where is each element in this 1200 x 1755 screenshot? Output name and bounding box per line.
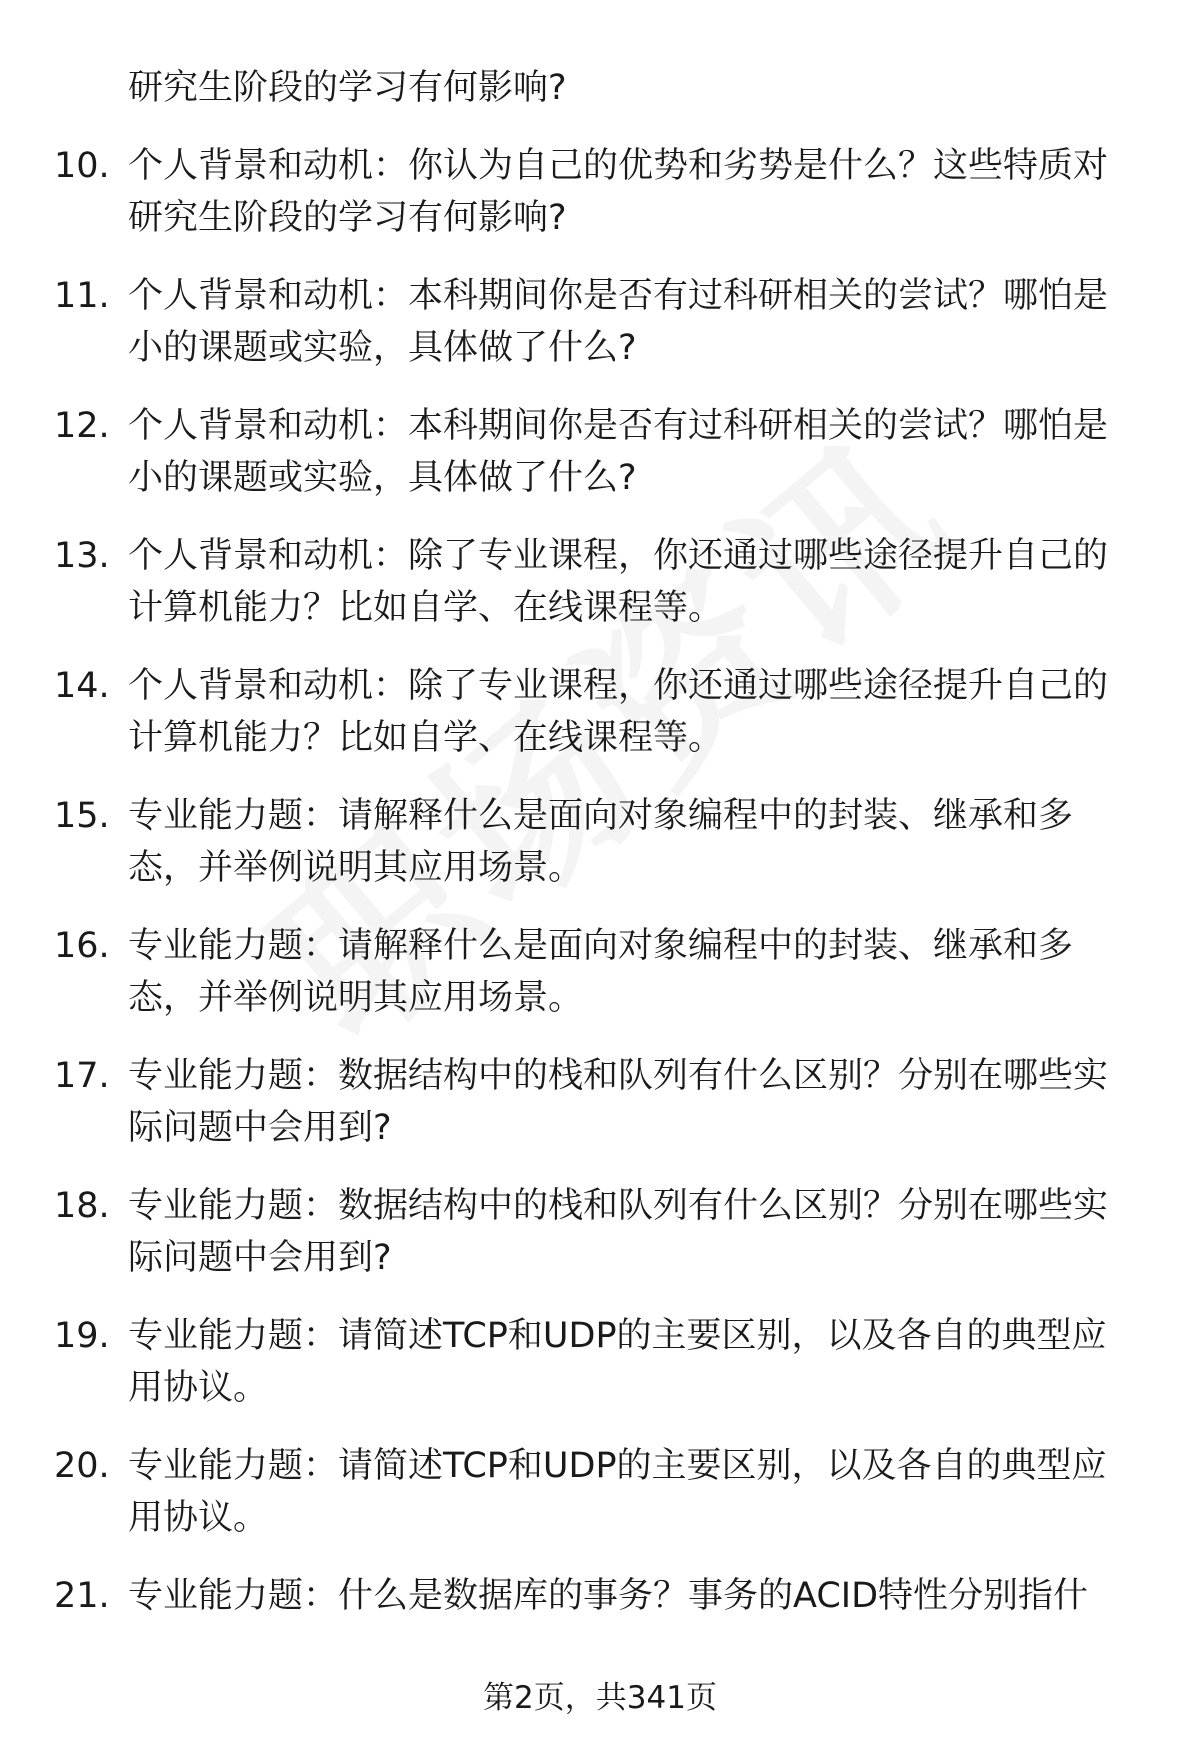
item-text-line: 小的课题或实验，具体做了什么? [128, 458, 637, 498]
item-number: 15. [54, 796, 110, 836]
item-number: 21. [54, 1576, 110, 1616]
item-text [128, 920, 1148, 1024]
list-item [0, 140, 1200, 270]
list-item [0, 270, 1200, 400]
item-text-line: 专业能力题：什么是数据库的事务？事务的ACID特性分别指什 [128, 1576, 1089, 1616]
list-item [0, 1050, 1200, 1180]
item-text [128, 1440, 1148, 1544]
item-text-line: 研究生阶段的学习有何影响? [128, 198, 567, 238]
item-text [128, 1310, 1148, 1414]
item-text [128, 1050, 1148, 1154]
item-text-line: 态，并举例说明其应用场景。 [128, 848, 584, 888]
item-number: 17. [54, 1056, 110, 1096]
list-item [0, 920, 1200, 1050]
item-text-line: 专业能力题：数据结构中的栈和队列有什么区别？分别在哪些实 [128, 1056, 1109, 1096]
item-text-line: 个人背景和动机：本科期间你是否有过科研相关的尝试？哪怕是 [128, 406, 1109, 446]
item-text [128, 660, 1148, 764]
item-text-line: 专业能力题：请解释什么是面向对象编程中的封装、继承和多 [128, 796, 1074, 836]
list-item [0, 400, 1200, 530]
item-text [128, 400, 1148, 504]
item-text-line: 个人背景和动机：你认为自己的优势和劣势是什么？这些特质对 [128, 146, 1109, 186]
item-text-line: 用协议。 [128, 1368, 269, 1408]
list-item [0, 1310, 1200, 1440]
list-item [0, 1440, 1200, 1570]
item-text-line: 计算机能力？比如自学、在线课程等。 [128, 718, 724, 758]
item-number: 19. [54, 1316, 110, 1356]
item-text-line: 小的课题或实验，具体做了什么? [128, 328, 637, 368]
question-list [0, 140, 1200, 1700]
item-text-line: 专业能力题：请解释什么是面向对象编程中的封装、继承和多 [128, 926, 1074, 966]
list-item [0, 530, 1200, 660]
item-text [128, 1570, 1148, 1622]
item-text-line: 计算机能力？比如自学、在线课程等。 [128, 588, 724, 628]
continuation-line: 研究生阶段的学习有何影响? [128, 68, 567, 108]
item-text-line: 个人背景和动机：除了专业课程，你还通过哪些途径提升自己的 [128, 536, 1109, 576]
item-text-line: 专业能力题：数据结构中的栈和队列有什么区别？分别在哪些实 [128, 1186, 1109, 1226]
item-text [128, 530, 1148, 634]
item-text [128, 1180, 1148, 1284]
item-text-line: 专业能力题：请简述TCP和UDP的主要区别，以及各自的典型应 [128, 1446, 1107, 1486]
item-text-line: 个人背景和动机：除了专业课程，你还通过哪些途径提升自己的 [128, 666, 1109, 706]
item-text-line: 际问题中会用到? [128, 1108, 392, 1148]
item-number: 10. [54, 146, 110, 186]
list-item [0, 660, 1200, 790]
item-text-line: 个人背景和动机：本科期间你是否有过科研相关的尝试？哪怕是 [128, 276, 1109, 316]
list-item [0, 790, 1200, 920]
item-number: 20. [54, 1446, 110, 1486]
item-number: 14. [54, 666, 110, 706]
item-text-line: 态，并举例说明其应用场景。 [128, 978, 584, 1018]
item-number: 11. [54, 276, 110, 316]
page-footer: 第2页，共341页 [483, 1680, 717, 1716]
item-number: 18. [54, 1186, 110, 1226]
item-number: 13. [54, 536, 110, 576]
item-text-line: 用协议。 [128, 1498, 269, 1538]
item-text [128, 790, 1148, 894]
item-number: 16. [54, 926, 110, 966]
item-text [128, 140, 1148, 244]
item-text [128, 270, 1148, 374]
item-text-line: 际问题中会用到? [128, 1238, 392, 1278]
item-number: 12. [54, 406, 110, 446]
item-text-line: 专业能力题：请简述TCP和UDP的主要区别，以及各自的典型应 [128, 1316, 1107, 1356]
list-item [0, 1180, 1200, 1310]
